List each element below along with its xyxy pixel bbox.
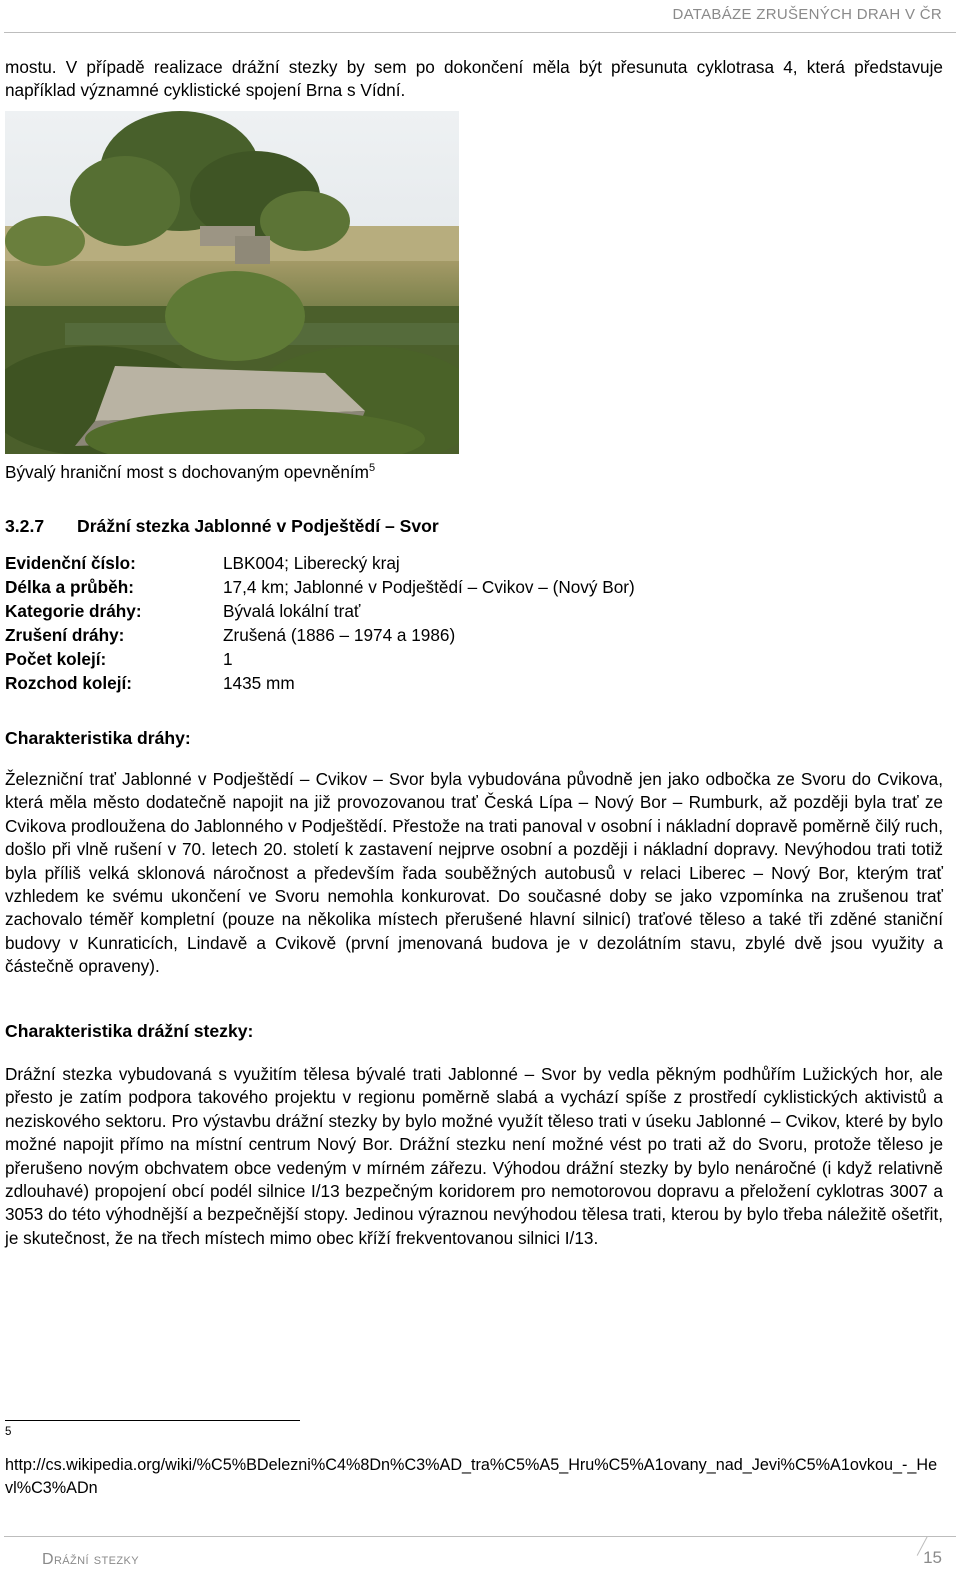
header-divider <box>4 32 956 33</box>
fact-label: Délka a průběh: <box>5 577 134 597</box>
footnote-reference: 5 <box>368 462 376 474</box>
bridge-photo-image <box>5 111 459 454</box>
running-header: DATABÁZE ZRUŠENÝCH DRAH V ČR <box>672 6 942 23</box>
footnote-divider <box>5 1420 300 1421</box>
fact-row <box>5 599 635 623</box>
fact-table <box>5 551 635 695</box>
fact-label: Evidenční číslo: <box>5 553 136 573</box>
footer-divider <box>4 1536 956 1537</box>
fact-row <box>5 671 635 695</box>
bridge-photo <box>5 111 459 454</box>
fact-row <box>5 575 635 599</box>
intro-paragraph: mostu. V případě realizace drážní stezky by sem po dokončení měla být přesunuta cyklotrasa 4, která představuje například významné cyklistické spojení Brna s Vídní. <box>5 57 943 101</box>
footnote-number: 5 <box>5 1426 12 1438</box>
footer-title: Drážní stezky <box>42 1551 139 1568</box>
fact-value: 17,4 km; Jablonné v Podještědí – Cvikov – (Nový Bor) <box>223 577 635 597</box>
fact-value: 1435 mm <box>223 673 295 693</box>
page-number: 15 <box>923 1548 942 1567</box>
fact-row <box>5 647 635 671</box>
fact-label: Rozchod kolejí: <box>5 673 133 693</box>
trail-paragraph: Drážní stezka vybudovaná s využitím tělesa bývalé trati Jablonné – Svor by vedla pěkným podhůřím Lužických hor, ale přesto je zatím podpora takového projektu v regionu poměrně slabá a vychází spíše z prostředí cyklistických aktivistů a neziskového sektoru. Pro výstavbu drážní stezky by bylo možné využít těleso trati v úseku Jablonné – Cvikov, které by bylo možné napojit přímo na místní centrum Nový Bor. Drážní stezku není možné vést po trati až do Svoru, protože těleso je přerušeno novým obchvatem obce vedeným v mírném zářezu. Výhodou drážní stezky by bylo nenáročné (i když relativně zdlouhavé) propojení obcí podél silnice I/13 bezpečným koridorem pro nemotorovou dopravu a přeložení cyklotras 3007 a 3053 do této výhodnější a bezpečnější stopy. Jedinou výraznou nevýhodou tělesa trati, kterou by bylo třeba náležitě ošetřit, je skutečnost, že na třech místech mimo obec kříží frekventovanou silnici I/13. <box>5 1064 943 1248</box>
footnote-link[interactable]: http://cs.wikipedia.org/wiki/%C5%BDelezni%C4%8Dn%C3%AD_tra%C5%A5_Hru%C5%A1ovany_nad_Jevi%C5%A1ovkou_-_Hevl%C3%ADn <box>5 1456 938 1497</box>
fact-row <box>5 551 635 575</box>
section-title: Drážní stezka Jablonné v Podještědí – Svor <box>77 516 439 536</box>
figure-caption <box>5 462 375 483</box>
trail-heading: Charakteristika drážní stezky: <box>5 1021 254 1041</box>
fact-value: Zrušená (1886 – 1974 a 1986) <box>223 625 456 645</box>
section-number: 3.2.7 <box>5 516 45 536</box>
section-heading <box>5 516 439 537</box>
fact-label: Zrušení dráhy: <box>5 625 125 645</box>
fact-row <box>5 623 635 647</box>
fact-value: Bývalá lokální trať <box>223 601 361 621</box>
railway-paragraph: Železniční trať Jablonné v Podještědí – Cvikov – Svor byla vybudována původně jen jako odbočka ze Svoru do Cvikova, která měla město dodatečně napojit na již provozovanou trať Česká Lípa – Nový Bor – Rumburk, až později byla trať ze Cvikova prodloužena do Jablonného v Podještědí. Přestože na trati panoval v osobní i nákladní dopravě poměrně čilý ruch, došlo při vlně rušení v 70. letech 20. století k zastavení nejprve osobní a později i nákladní dopravy. Nevýhodou trati totiž byla příliš velká sklonová náročnost a především řada souběžných autobusů v relaci Liberec – Nový Bor, kterým trať vzhledem ke svému ukončení ve Svoru nemohla konkurovat. Do současné doby se jako vzpomínka na zrušenou trať zachovalo téměř kompletní (pouze na několika místech přerušené hlavní silnicí) traťové těleso a také tři zděné staniční budovy v Kunraticích, Lindavě a Cvikově (první jmenovaná budova je v dezolátním stavu, zbylé dvě jsou využity a částečně opraveny). <box>5 769 943 977</box>
fact-value: LBK004; Liberecký kraj <box>223 553 400 573</box>
fact-label: Kategorie dráhy: <box>5 601 142 621</box>
fact-value: 1 <box>223 649 233 669</box>
fact-label: Počet kolejí: <box>5 649 107 669</box>
railway-heading: Charakteristika dráhy: <box>5 728 191 748</box>
figure-caption-text: Bývalý hraniční most s dochovaným opevněním <box>5 462 369 482</box>
